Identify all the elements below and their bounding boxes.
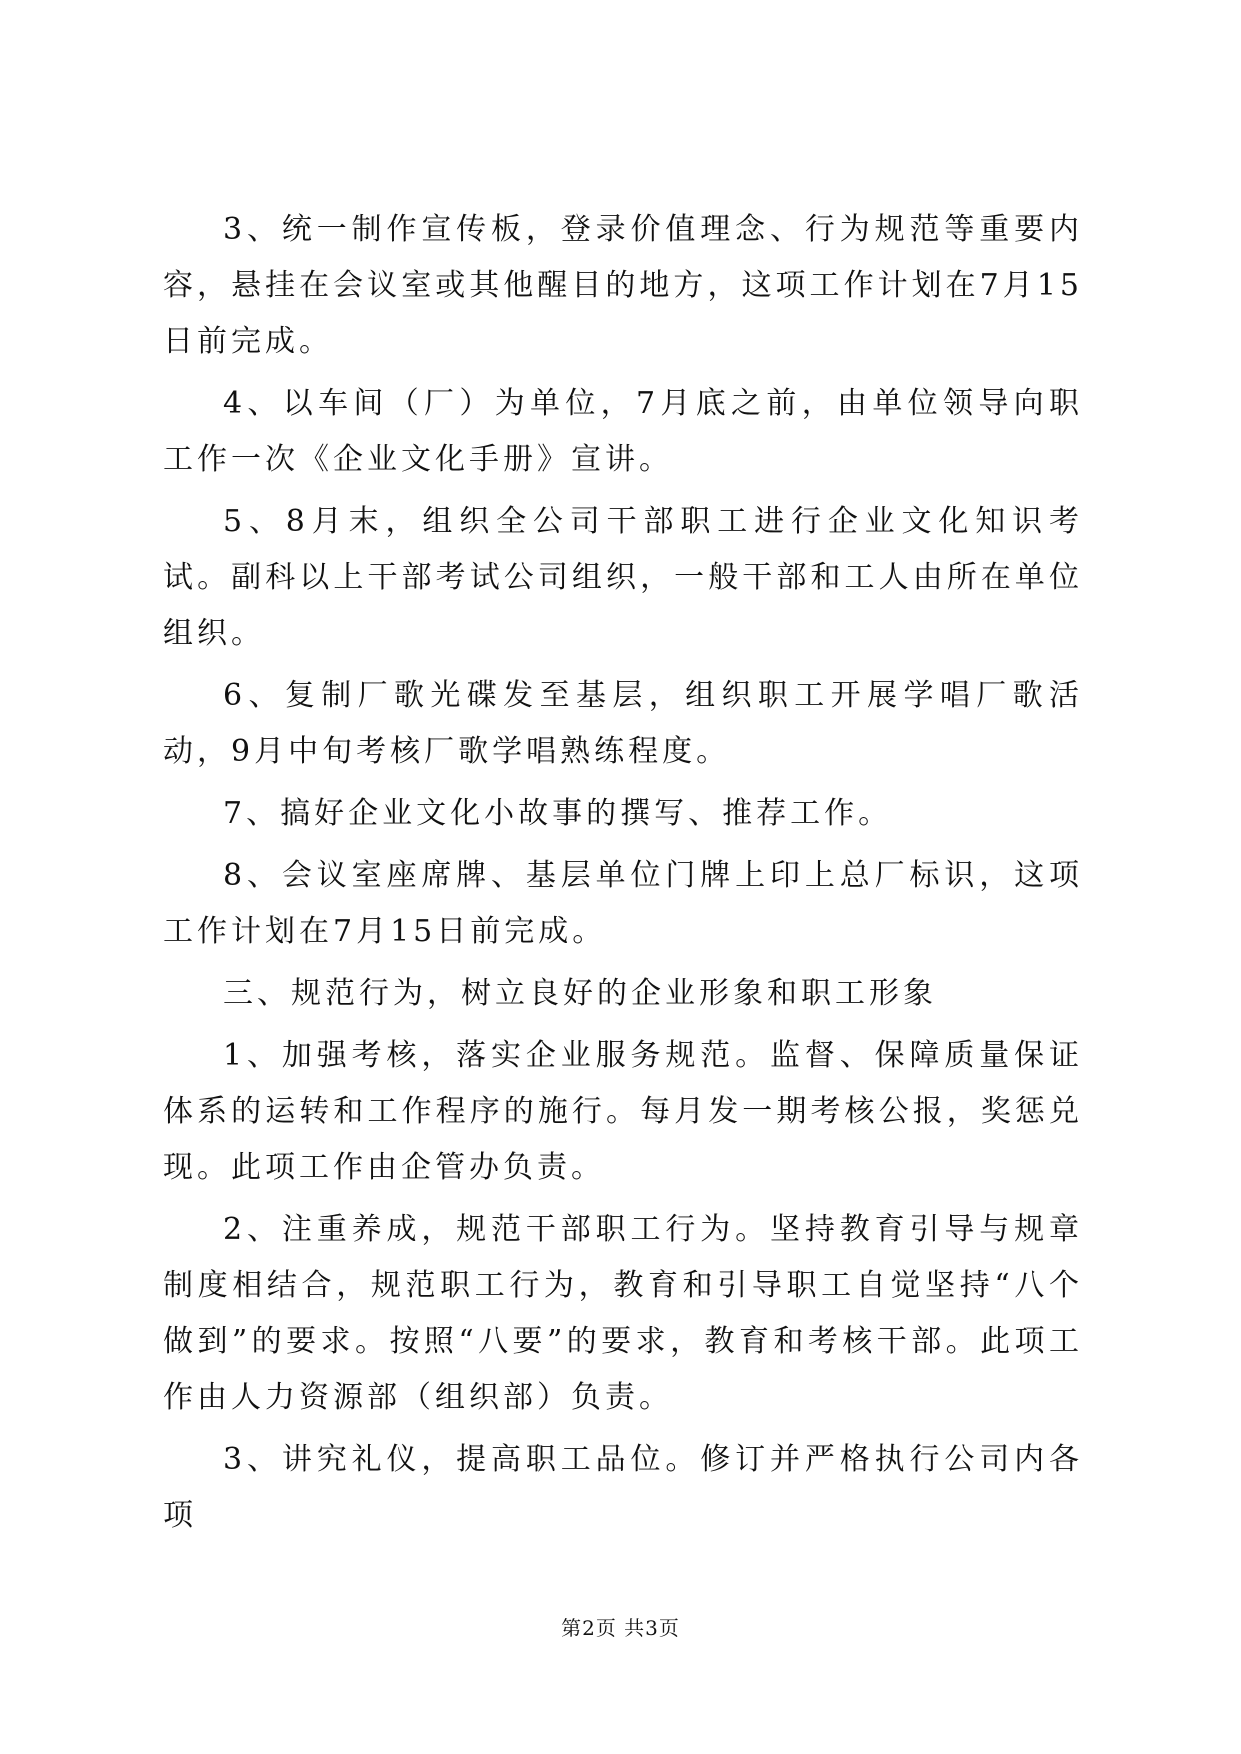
paragraph-item-7-culture-stories: 7、搞好企业文化小故事的撰写、推荐工作。 xyxy=(223,796,893,831)
paragraph-item-5-culture-exam: 5、8月末，组织全公司干部职工进行企业文化知识考试。副科以上干部考试公司组织，一般干部和工人由所在单位组织。 xyxy=(163,504,1083,651)
paragraph-section3-item-2: 2、注重养成，规范干部职工行为。坚持教育引导与规章制度相结合，规范职工行为，教育和引导职工自觉坚持“八个做到”的要求。按照“八要”的要求，教育和考核干部。此项工作由人力资源部（组织部）负责。 xyxy=(163,1212,1083,1415)
paragraph-item-4-manual-lecture: 4、以车间（厂）为单位，7月底之前，由单位领导向职工作一次《企业文化手册》宣讲。 xyxy=(163,386,1083,477)
paragraph-item-3-publicity-board: 3、统一制作宣传板，登录价值理念、行为规范等重要内容，悬挂在会议室或其他醒目的地方，这项工作计划在7月15日前完成。 xyxy=(163,212,1083,359)
paragraph-section3-item-1: 1、加强考核，落实企业服务规范。监督、保障质量保证体系的运转和工作程序的施行。每月发一期考核公报，奖惩兑现。此项工作由企管办负责。 xyxy=(163,1038,1083,1185)
paragraph-item-8-company-logo: 8、会议室座席牌、基层单位门牌上印上总厂标识，这项工作计划在7月15日前完成。 xyxy=(163,858,1083,949)
page-footer: 第2页 共3页 xyxy=(561,1616,680,1640)
paragraph-section3-item-3: 3、讲究礼仪，提高职工品位。修订并严格执行公司内各项 xyxy=(163,1442,1083,1533)
document-body xyxy=(163,202,1083,1550)
section-heading-3: 三、规范行为，树立良好的企业形象和职工形象 xyxy=(223,976,937,1011)
paragraph-item-6-factory-song: 6、复制厂歌光碟发至基层，组织职工开展学唱厂歌活动，9月中旬考核厂歌学唱熟练程度。 xyxy=(163,678,1083,769)
